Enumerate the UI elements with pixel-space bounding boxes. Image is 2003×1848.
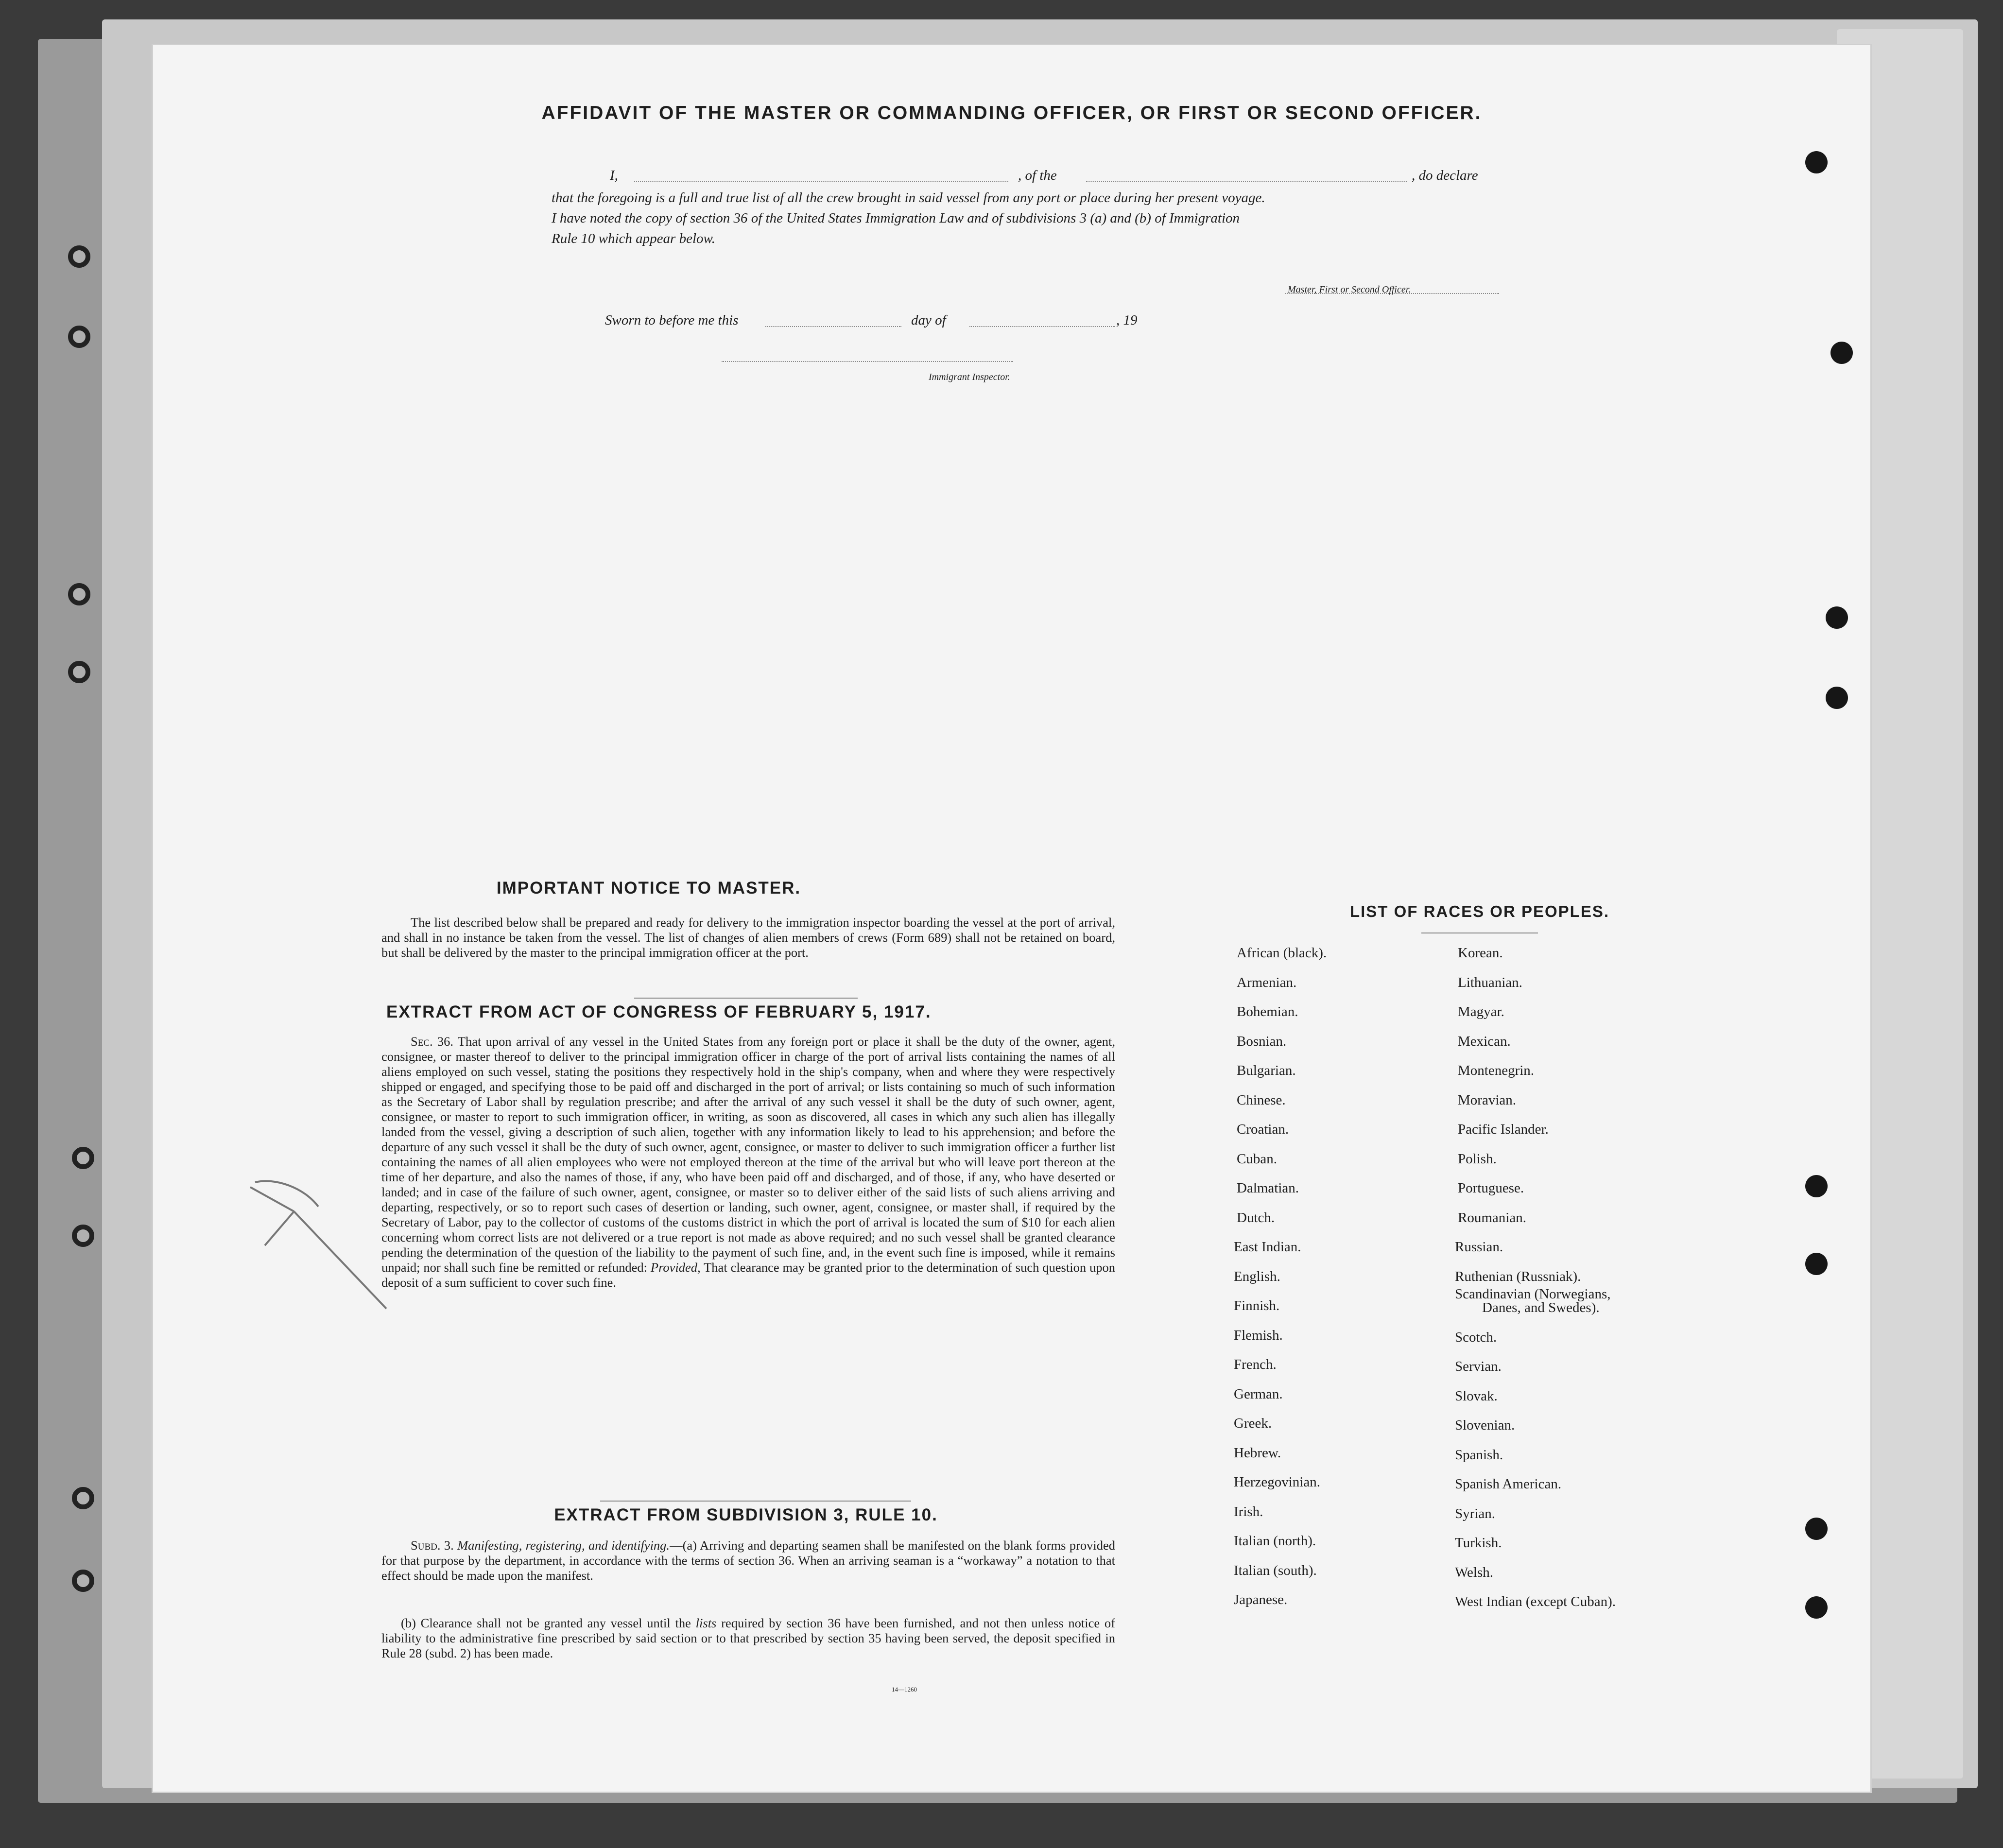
race-item: Roumanian.: [1458, 1209, 1526, 1226]
master-label: Master, First or Second Officer.: [1288, 284, 1411, 295]
affidavit-title: AFFIDAVIT OF THE MASTER OR COMMANDING OFFICER, OR FIRST OR SECOND OFFICER.: [541, 103, 1482, 123]
notice-text: The list described below shall be prepared and ready for delivery to the immigration inspector boarding the vessel at the port of arrival, and shall in no instance be taken from the vessel. The list of changes of alien members of crews (Form 689) shall not be retained on board, but shall be delivered by the master to the principal immigration officer at the port.: [381, 915, 1115, 960]
rule-text-a: —(a) Arriving and departing seamen shall be manifested on the blank forms provided for that purpose by the department, in accordance with the terms of section 36. When an arriving seaman is a “workaway” a notation to that effect should be made upon the manifest.: [381, 1538, 1116, 1583]
extract-rule-text-a: [381, 1538, 1115, 1583]
extract-rule-title: EXTRACT FROM SUBDIVISION 3, RULE 10.: [554, 1505, 938, 1524]
notice-title: IMPORTANT NOTICE TO MASTER.: [496, 879, 801, 898]
race-item: Croatian.: [1237, 1122, 1289, 1137]
race-item: Servian.: [1455, 1359, 1502, 1374]
sworn-text: Sworn to before me this: [605, 312, 739, 328]
race-item: Hebrew.: [1234, 1445, 1281, 1461]
binder-hole: [68, 661, 90, 683]
affidavit-of-the: , of the: [1018, 168, 1057, 183]
race-item: Korean.: [1458, 945, 1503, 961]
sworn-day-line: [765, 326, 901, 327]
rule-lists-word: lists: [695, 1616, 717, 1630]
race-item: Armenian.: [1237, 974, 1297, 990]
race-item: Scandinavian (Norwegians,: [1455, 1286, 1611, 1302]
divider: [634, 998, 858, 999]
race-item: Dalmatian.: [1237, 1180, 1299, 1196]
year-text: , 19: [1116, 312, 1138, 328]
punch-hole: [1805, 151, 1828, 173]
binder-hole: [72, 1570, 94, 1592]
binder-hole: [68, 326, 90, 348]
race-item: Syrian.: [1455, 1505, 1495, 1521]
race-item: Irish.: [1234, 1503, 1263, 1520]
race-item: West Indian (except Cuban).: [1455, 1594, 1616, 1609]
race-item: Montenegrin.: [1458, 1063, 1535, 1078]
affidavit-line-1: that the foregoing is a full and true list of all the crew brought in said vessel from any port or place during her present voyage.: [552, 190, 1265, 206]
race-item: Japanese.: [1234, 1592, 1288, 1607]
race-item: Dutch.: [1237, 1209, 1275, 1226]
race-item: Polish.: [1458, 1151, 1497, 1167]
race-item: Moravian.: [1458, 1092, 1516, 1108]
name-blank-line: [634, 181, 1008, 182]
affidavit-i: I,: [610, 168, 618, 183]
vessel-blank-line: [1086, 181, 1407, 182]
affidavit-line-2: I have noted the copy of section 36 of the United States Immigration Law and of subdivisions 3 (a) and (b) of Immigration: [552, 210, 1240, 226]
divider: [600, 1501, 911, 1502]
race-item: Turkish.: [1455, 1535, 1502, 1551]
punch-hole: [1826, 687, 1848, 709]
race-item: Spanish American.: [1455, 1476, 1562, 1492]
race-item: Finnish.: [1234, 1298, 1280, 1313]
punch-hole: [1805, 1253, 1828, 1275]
race-item: Flemish.: [1234, 1327, 1283, 1343]
race-item: Spanish.: [1455, 1447, 1503, 1463]
section-number: Sec. 36.: [411, 1034, 454, 1049]
race-item: English.: [1234, 1268, 1280, 1284]
race-item: Italian (south).: [1234, 1562, 1317, 1578]
punch-hole: [1805, 1175, 1828, 1197]
form-number: 14—1260: [892, 1686, 917, 1693]
race-item: Ruthenian (Russniak).: [1455, 1268, 1581, 1284]
race-item: French.: [1234, 1357, 1277, 1372]
race-item: German.: [1234, 1386, 1283, 1402]
race-item: Danes, and Swedes).: [1482, 1299, 1600, 1315]
race-item: Slovenian.: [1455, 1417, 1515, 1433]
punch-hole: [1805, 1518, 1828, 1540]
race-item: Magyar.: [1458, 1004, 1504, 1019]
race-item: Lithuanian.: [1458, 974, 1522, 990]
punch-hole: [1830, 342, 1853, 364]
extract-act-text: [381, 1034, 1115, 1290]
race-item: Bulgarian.: [1237, 1063, 1296, 1078]
race-item: Scotch.: [1455, 1329, 1497, 1345]
inspector-label: Immigrant Inspector.: [929, 372, 1010, 382]
race-item: Chinese.: [1237, 1092, 1286, 1108]
race-item: Mexican.: [1458, 1033, 1511, 1049]
provided-word: Provided,: [650, 1260, 701, 1275]
affidavit-do-declare: , do declare: [1412, 168, 1478, 183]
punch-hole: [1826, 606, 1848, 629]
race-item: Slovak.: [1455, 1388, 1498, 1404]
race-item: Russian.: [1455, 1239, 1503, 1255]
extract-rule-text-b: [381, 1616, 1115, 1661]
section-body-end: That clearance may be granted prior to the determination of such question upon deposit of a sum sufficient to cover such fine.: [381, 1260, 1116, 1290]
binder-hole: [72, 1147, 94, 1169]
handwritten-arrow-mark: [192, 1129, 396, 1323]
races-title: LIST OF RACES OR PEOPLES.: [1349, 902, 1610, 920]
binder-hole: [72, 1487, 94, 1509]
subdivision-number: Subd. 3.: [411, 1538, 454, 1553]
race-item: Pacific Islander.: [1458, 1122, 1549, 1137]
race-item: African (black).: [1237, 945, 1327, 961]
race-item: Herzegovinian.: [1234, 1474, 1320, 1490]
day-of-text: day of: [911, 312, 946, 328]
document-page: [152, 44, 1872, 1793]
section-body: That upon arrival of any vessel in the United States from any foreign port or place it shall be the duty of the owner, agent, consignee, or master thereof to deliver to the principal immigration officer in charge of the port of arrival lists containing the names of all aliens employed on such vessel, stating the positions they respectively hold in the ship's company, when and where they were respectively shipped or engaged, and specifying those to be paid off and discharged in the port of arrival; or lists containing so much of such information as the Secretary of Labor shall by regulation prescribe; and after the arrival of any such vessel it shall be the duty of such owner, agent, consignee, or master to report to such immigration officer, in writing, as soon as discovered, all cases in which any such alien has illegally landed from the vessel, giving a description of such alien, together with any information likely to lead to his apprehension; and before the departure of any such vessel it shall be the duty of such owner, agent, consignee, or master to deliver to such immigration officer a further list containing the names of all alien employees who were not employed thereon at the time of the arrival but who will leave port thereon at the time of her departure, and also the names of those, if any, who have been paid off and discharged, and of those, if any, who have deserted or landed; and in case of the failure of such owner, agent, consignee, or master so to deliver either of the said lists of such aliens arriving and departing, respectively, or so to report such cases of desertion or landing, such owner, agent, consignee, or master shall, if required by the Secretary of Labor, pay to the collector of customs of the customs district in which the port of arrival is located the sum of $10 for each alien concerning whom correct lists are not delivered or a true report is not made as above required; and no such vessel shall be granted clearance pending the determination of the question of the liability to the payment of such fine, and, in the event such fine is imposed, while it remains unpaid; nor shall such fine be remitted or refunded:: [381, 1034, 1115, 1275]
race-item: Cuban.: [1237, 1151, 1277, 1167]
rule-text-b-end: required by section 36 have been furnished, and not then unless notice of liability to the administrative fine prescribed by said section or to that prescribed by section 35 having been served, the deposit specified in Rule 28 (subd. 2) has been made.: [381, 1616, 1115, 1660]
binder-hole: [68, 583, 90, 605]
race-item: Greek.: [1234, 1416, 1272, 1431]
race-item: Bohemian.: [1237, 1004, 1298, 1019]
rule-heading: Manifesting, registering, and identifying.: [457, 1538, 670, 1553]
binder-hole: [68, 245, 90, 268]
race-item: Welsh.: [1455, 1564, 1494, 1580]
race-item: Italian (north).: [1234, 1533, 1316, 1549]
race-item: East Indian.: [1234, 1239, 1301, 1255]
race-item: Portuguese.: [1458, 1180, 1524, 1196]
race-item: Bosnian.: [1237, 1033, 1287, 1049]
affidavit-line-3: Rule 10 which appear below.: [552, 231, 715, 246]
extract-act-title: EXTRACT FROM ACT OF CONGRESS OF FEBRUARY 5, 1917.: [386, 1002, 932, 1021]
sworn-month-line: [969, 326, 1115, 327]
binder-hole: [72, 1225, 94, 1247]
inspector-signature-line: [722, 361, 1013, 362]
punch-hole: [1805, 1596, 1828, 1619]
rule-text-b-start: (b) Clearance shall not be granted any vessel until the: [401, 1616, 691, 1630]
